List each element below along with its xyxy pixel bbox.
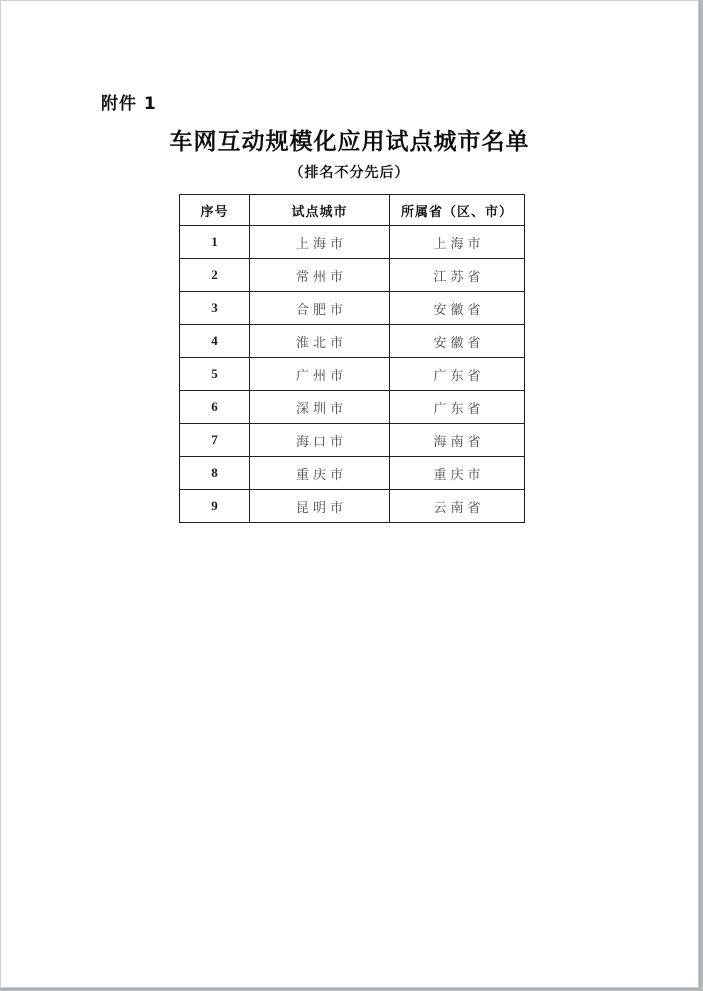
table-row [180, 358, 525, 391]
cell-city: 上海市 [250, 226, 390, 259]
cell-no: 9 [180, 490, 250, 523]
cell-no: 5 [180, 358, 250, 391]
cell-city: 昆明市 [250, 490, 390, 523]
cell-city: 合肥市 [250, 292, 390, 325]
cell-province: 上海市 [390, 226, 525, 259]
header-cell-no: 序号 [180, 195, 250, 226]
cell-city: 淮北市 [250, 325, 390, 358]
table-row [180, 457, 525, 490]
cell-province: 安徽省 [390, 325, 525, 358]
document-title: 车网互动规模化应用试点城市名单 [169, 129, 530, 155]
table-row [180, 424, 525, 457]
cell-province: 江苏省 [390, 259, 525, 292]
cell-city: 深圳市 [250, 391, 390, 424]
cell-province: 海南省 [390, 424, 525, 457]
cell-province: 安徽省 [390, 292, 525, 325]
cell-province: 重庆市 [390, 457, 525, 490]
header-cell-province: 所属省（区、市） [390, 195, 525, 226]
document-subtitle: （排名不分先后） [289, 165, 410, 181]
cell-no: 4 [180, 325, 250, 358]
cell-no: 3 [180, 292, 250, 325]
cell-no: 6 [180, 391, 250, 424]
table-row [180, 259, 525, 292]
table-row [180, 391, 525, 424]
cell-no: 8 [180, 457, 250, 490]
cell-city: 常州市 [250, 259, 390, 292]
cell-no: 1 [180, 226, 250, 259]
pilot-city-table [179, 194, 525, 523]
header-cell-city: 试点城市 [250, 195, 390, 226]
cell-no: 2 [180, 259, 250, 292]
cell-province: 广东省 [390, 358, 525, 391]
cell-city: 重庆市 [250, 457, 390, 490]
cell-province: 广东省 [390, 391, 525, 424]
attachment-label: 附件 1 [101, 94, 157, 114]
table-row [180, 325, 525, 358]
cell-province: 云南省 [390, 490, 525, 523]
cell-city: 海口市 [250, 424, 390, 457]
table-header-row [180, 195, 525, 226]
table-row [180, 292, 525, 325]
table-row [180, 226, 525, 259]
cell-no: 7 [180, 424, 250, 457]
table-row [180, 490, 525, 523]
cell-city: 广州市 [250, 358, 390, 391]
